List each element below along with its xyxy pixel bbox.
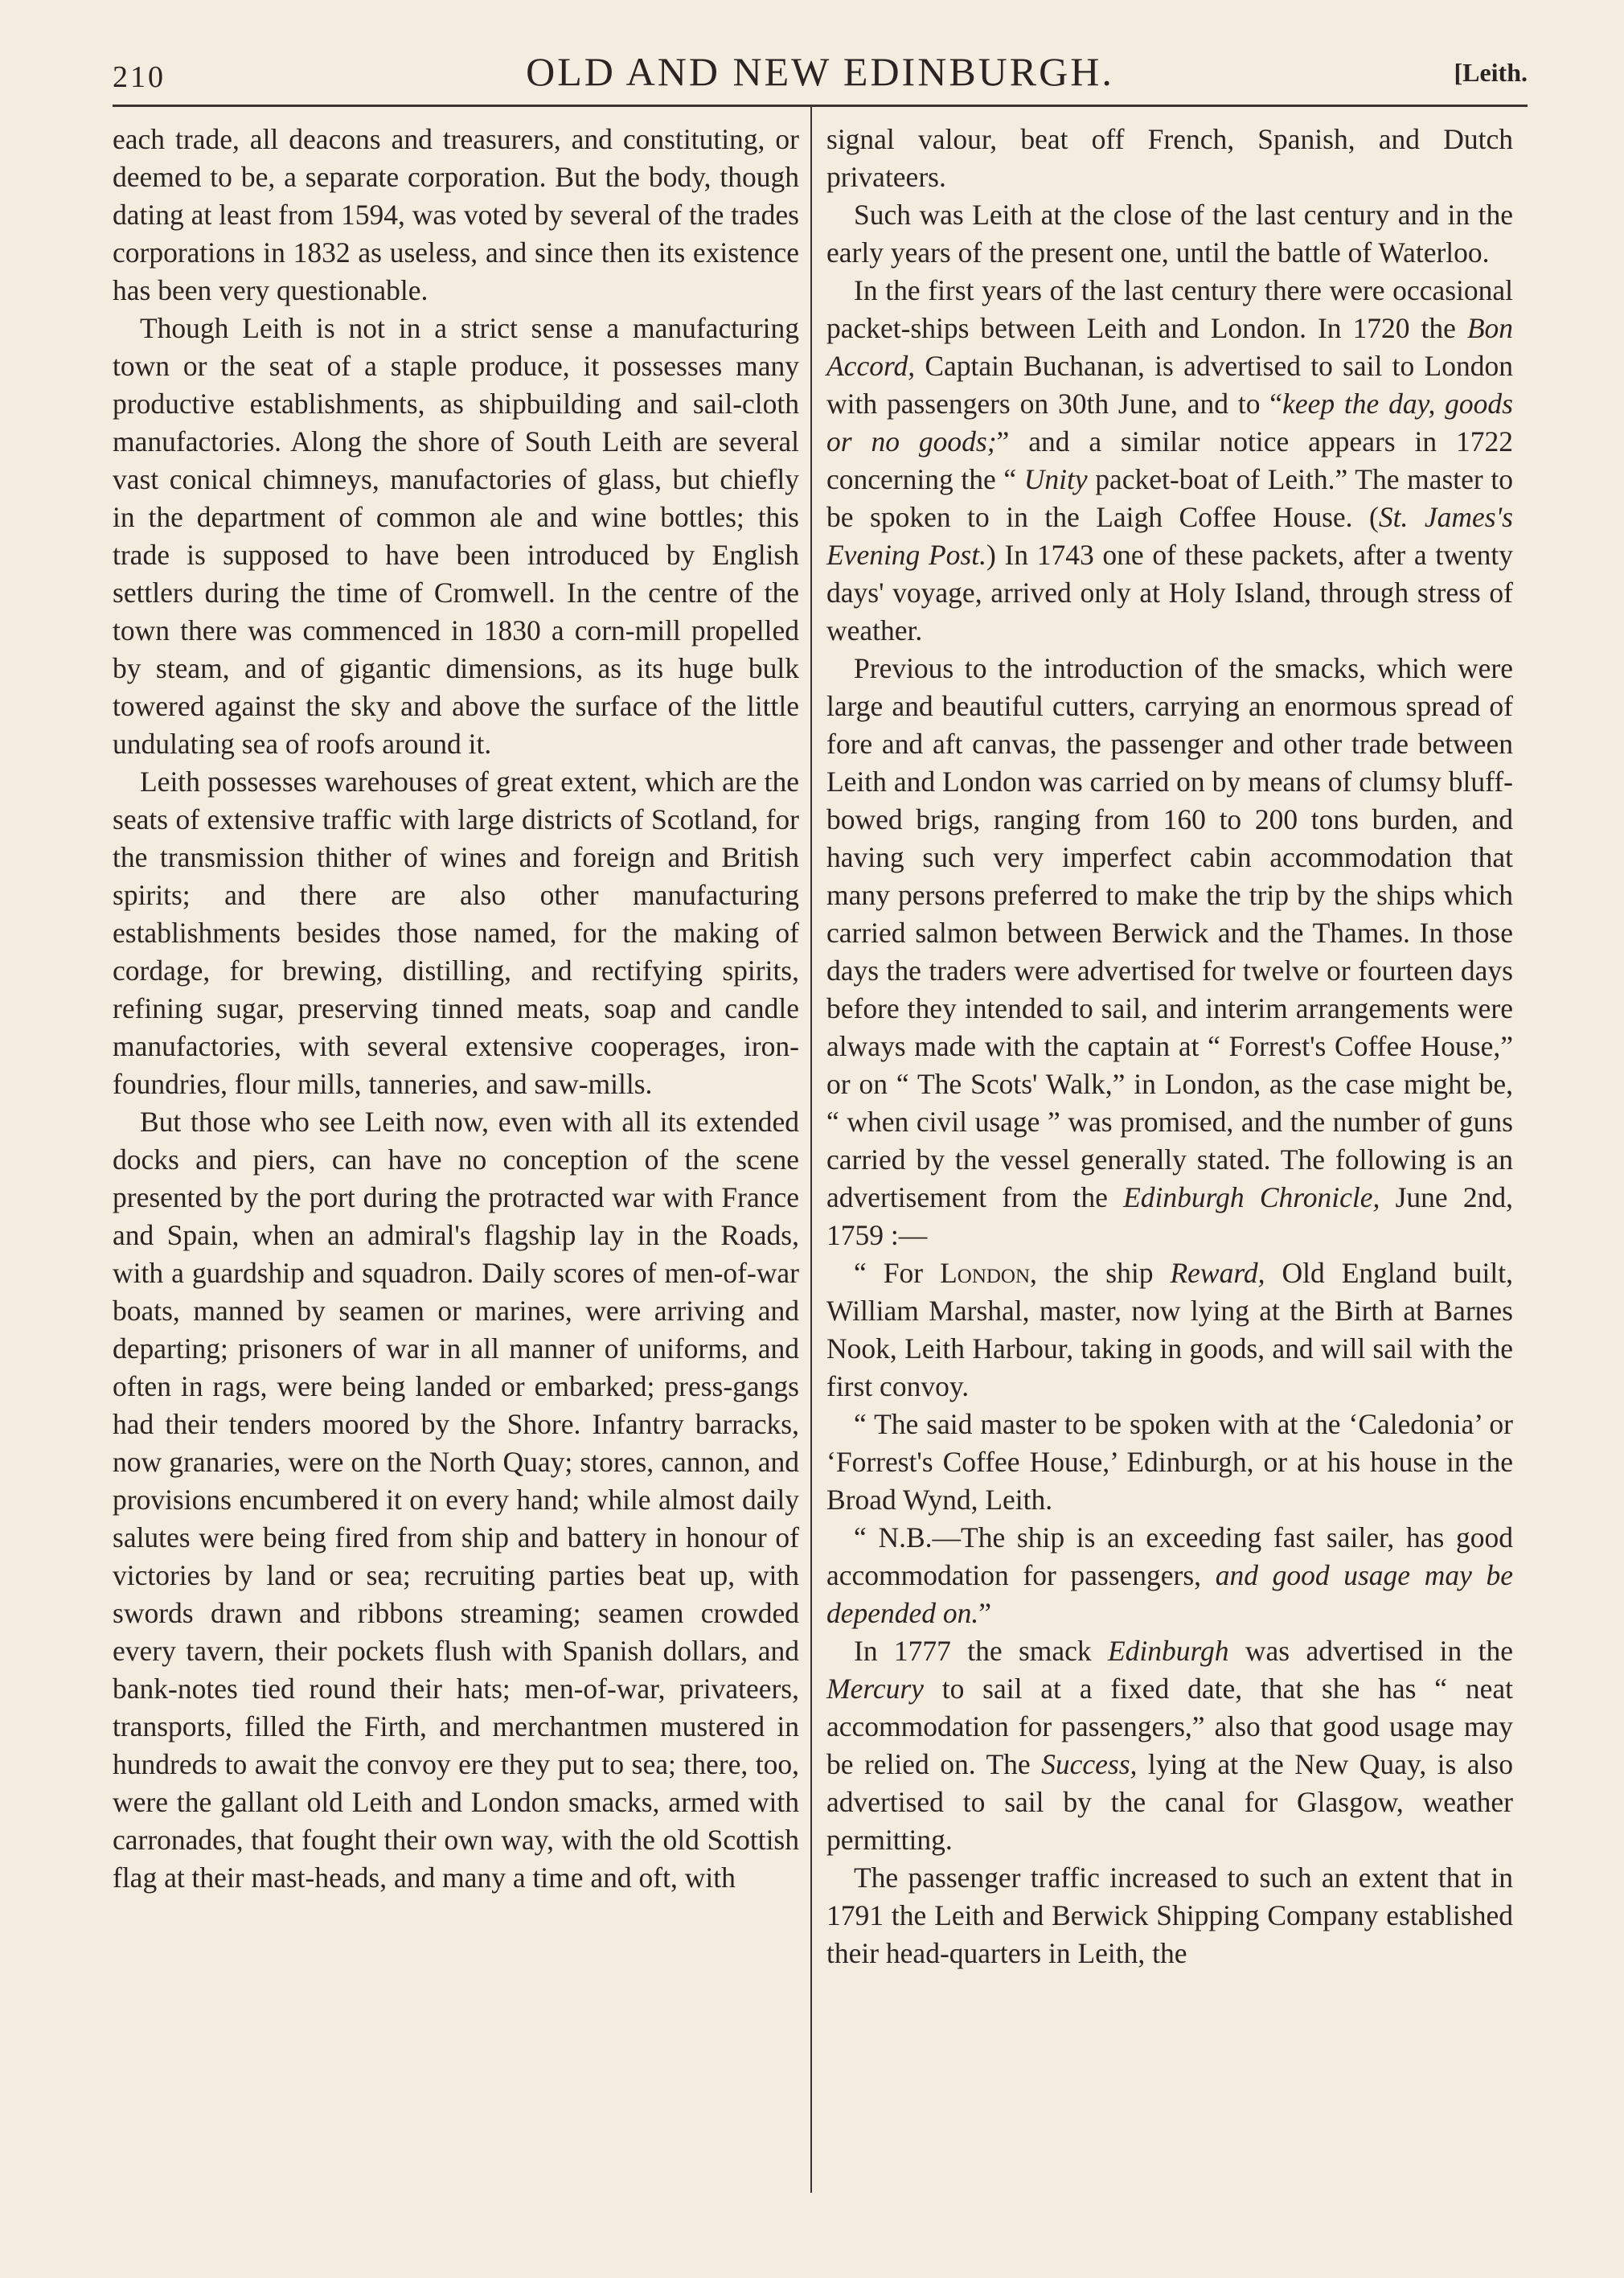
text-run: In 1777 the smack (854, 1635, 1108, 1667)
paragraph (826, 1632, 1513, 1859)
paragraph: Such was Leith at the close of the last century and in the early years of the present one, until the battle of Waterloo. (826, 199, 1513, 269)
section-tag: [Leith. (1454, 58, 1528, 87)
text-run: was advertised in the (1228, 1635, 1513, 1667)
text-run: ” (978, 1597, 992, 1629)
text-run: “ For (854, 1257, 941, 1289)
place-name: London (940, 1257, 1031, 1289)
paragraph (826, 1519, 1513, 1632)
text-run: lying at the New Quay, is also advertised to sail by the canal for Glasgow, weather permitting. (826, 1748, 1513, 1856)
text-run: Captain Buchanan, is advertised to sail to London with passengers on 30th June, and to “ (826, 350, 1513, 420)
running-title: OLD AND NEW EDINBURGH. (526, 49, 1114, 94)
paragraph (826, 1254, 1513, 1406)
paragraph: signal valour, beat off French, Spanish, and Dutch privateers. (826, 123, 1513, 193)
paragraph (826, 650, 1513, 1254)
text-run: June 2nd, 1759 :— (826, 1181, 1513, 1251)
newspaper-name: St. James's Evening Post. (826, 501, 1513, 571)
left-column (113, 121, 799, 1897)
paragraph: Though Leith is not in a strict sense a manufacturing town or the seat of a staple produce, it possesses many productive establishments, as shipbuilding and sail-cloth manufactories. Along the shore of South Leith are several vast conical chimneys, manufactories of glass, but chiefly in the department of common ale and wine bottles; this trade is supposed to have been introduced by English settlers during the time of Cromwell. In the centre of the town there was commenced in 1830 a corn-mill propelled by steam, and of gigantic dimensions, as its huge bulk towered against the sky and above the surface of the little undulating sea of roofs around it. (113, 312, 799, 760)
paragraph: “ The said master to be spoken with at the ‘Caledonia’ or ‘Forrest's Coffee House,’ Edinburgh, or at his house in the Broad Wynd, Leith. (826, 1408, 1513, 1516)
ship-name: Reward, (1170, 1257, 1265, 1289)
ship-name: Edinburgh (1108, 1635, 1229, 1667)
paragraph: The passenger traffic increased to such an extent that in 1791 the Leith and Berwick Shipping Company established their head-quarters in Leith, the (826, 1861, 1513, 1969)
italic-phrase: and good usage may be depended on. (826, 1559, 1513, 1629)
header-rule (113, 105, 1528, 107)
paragraph: Leith possesses warehouses of great extent, which are the seats of extensive traffic with large districts of Scotland, for the transmission thither of wines and foreign and British spirits; and there are also other manufacturing establishments besides those named, for the making of cordage, for brewing, distilling, and rectifying spirits, refining sugar, preserving tinned meats, soap and candle manufactories, with several extensive cooperages, iron-foundries, flour mills, tanneries, and saw-mills. (113, 765, 799, 1100)
newspaper-name: Edinburgh Chronicle, (1123, 1181, 1380, 1213)
paragraph: each trade, all deacons and treasurers, and constituting, or deemed to be, a separate corporation. But the body, though dating at least from 1594, was voted by several of the trades corporations in 1832 as useless, and since then its existence has been very questionable. (113, 123, 799, 306)
paragraph: But those who see Leith now, even with all its extended docks and piers, can have no conception of the scene presented by the port during the protracted war with France and Spain, when an admiral's flagship lay in the Roads, with a guardship and squadron. Daily scores of men-of-war boats, manned by seamen or marines, were arriving and departing; prisoners of war in all manner of uniforms, and often in rags, were being landed or embarked; press-gangs had their tenders moored by the Shore. Infantry barracks, now granaries, were on the North Quay; stores, cannon, and provisions encumbered it on every hand; while almost daily salutes were being fired from ship and battery in honour of victories by land or sea; recruiting parties beat up, with swords drawn and ribbons streaming; seamen crowded every tavern, their pockets flush with Spanish dollars, and bank-notes tied round their hats; men-of-war, privateers, transports, filled the Firth, and merchantmen mustered in hundreds to await the convoy ere they put to sea; there, too, were the gallant old Leith and London smacks, armed with carronades, that fought their own way, with the old Scottish flag at their mast-heads, and many a time and oft, with (113, 1106, 799, 1894)
text-run: ” and a similar notice appears in 1722 concerning the “ (826, 425, 1514, 495)
ship-name: Unity (1023, 463, 1088, 495)
text-run: Previous to the introduction of the smacks, which were large and beautiful cutters, carrying an enormous spread of fore and aft canvas, the passenger and other trade between Leith and London was carried on by means of clumsy bluff-bowed brigs, ranging from 160 to 200 tons burden, and having such very imperfect cabin accommodation that many persons preferred to make the trip by the ships which carried salmon between Berwick and the Thames. In those days the traders were advertised for twelve or fourteen days before they intended to sail, and interim arrangements were always made with the captain at “ Forrest's Coffee House,” or on “ The Scots' Walk,” in London, as the case might be, “ when civil usage ” was promised, and the number of guns carried by the vessel generally stated. The following is an advertisement from the (826, 652, 1513, 1213)
text-run: ) In 1743 one of these packets, after a twenty days' voyage, arrived only at Holy Island, through stress of weather. (826, 539, 1513, 646)
text-run: In the first years of the last century there were occasional packet-ships between Leith and London. In 1720 the (826, 274, 1513, 344)
ship-name: Success, (1041, 1748, 1138, 1780)
quoted-phrase: keep the day, goods or no goods; (826, 388, 1513, 458)
text-run: to sail at a fixed date, that she has “ neat accommodation for passengers,” also that good usage may be relied on. The (826, 1673, 1513, 1780)
text-run: “ N.B.—The ship is an exceeding fast sailer, has good accommodation for passengers, (826, 1521, 1513, 1591)
ship-name: Bon Accord, (826, 312, 1513, 382)
right-column (826, 121, 1513, 1972)
text-run: packet-boat of Leith.” The master to be spoken to in the Laigh Coffee House. ( (826, 463, 1513, 533)
text-run: , the ship (1030, 1257, 1171, 1289)
paragraph (826, 272, 1513, 650)
column-rule (810, 106, 812, 2193)
newspaper-name: Mercury (826, 1673, 924, 1705)
running-header (113, 48, 1528, 96)
text-run: Old England built, William Marshal, master, now lying at the Birth at Barnes Nook, Leith Harbour, taking in goods, and will sail with the first convoy. (826, 1257, 1513, 1402)
page-number: 210 (113, 60, 166, 94)
